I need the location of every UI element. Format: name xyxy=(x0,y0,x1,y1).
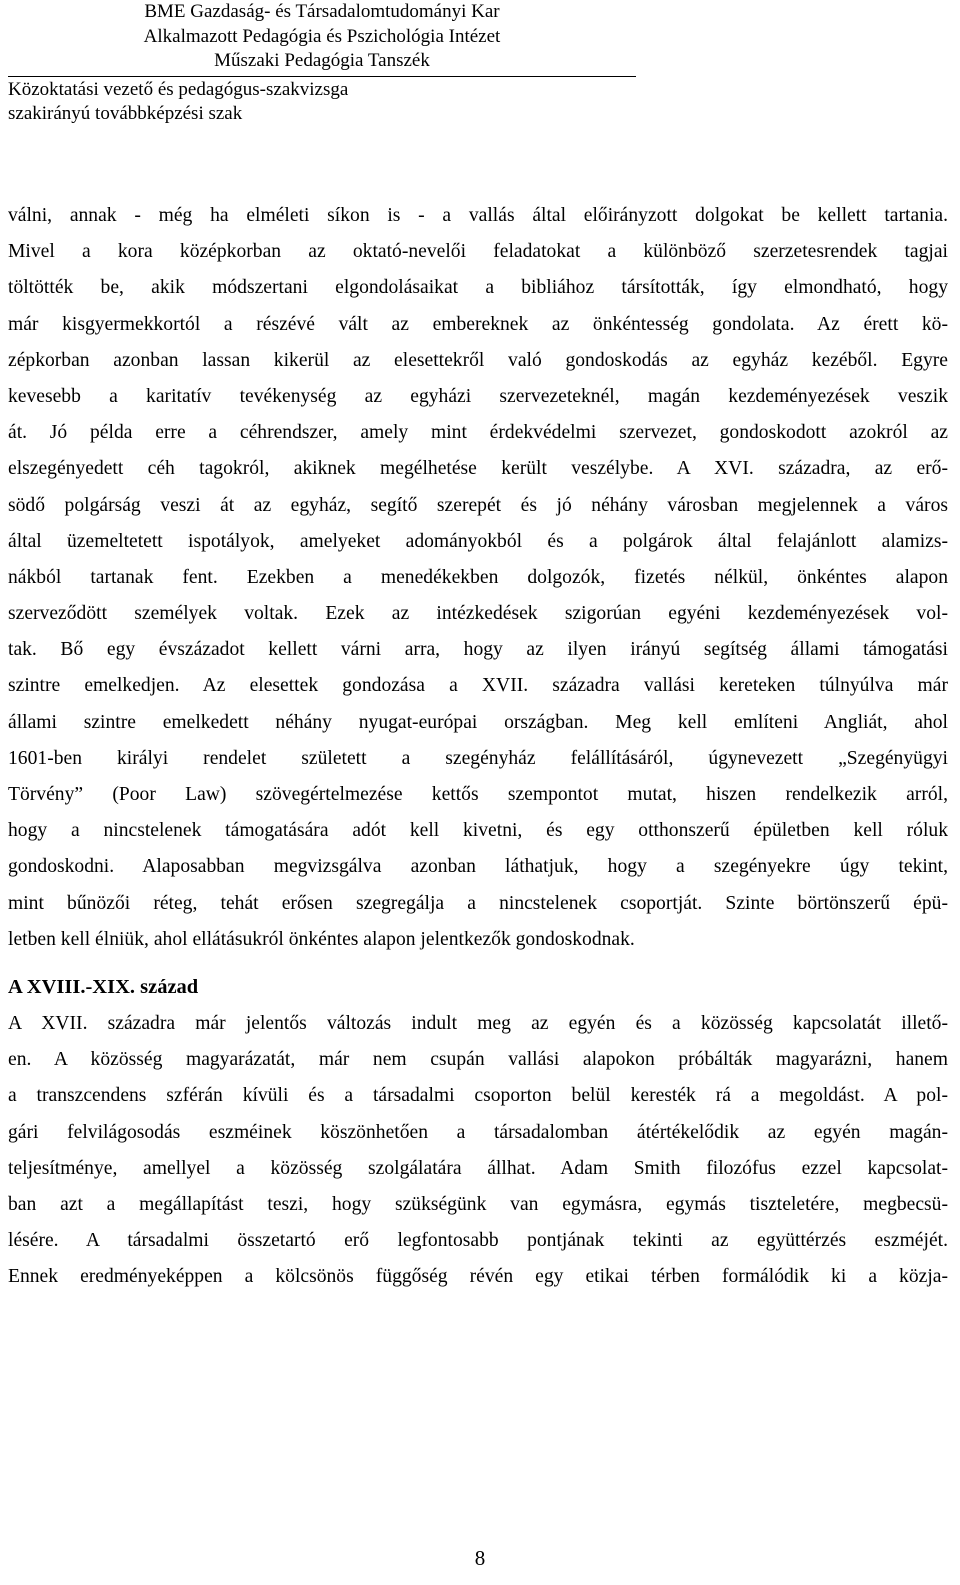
text-line: södő polgárság veszi át az egyház, segítő szerepét és jó néhány városban megjelennek a város xyxy=(8,494,948,516)
document-header xyxy=(8,0,636,127)
text-line: állami szintre emelkedett néhány nyugat-európai országban. Meg kell említeni Angliát, ahol xyxy=(8,711,948,733)
header-faculty: BME Gazdaság- és Társadalomtudományi Kar xyxy=(144,1,500,22)
text-line: Törvény” (Poor Law) szövegértelmezése kettős szempontot mutat, hiszen rendelkezik arról, xyxy=(8,784,948,805)
text-line: gári felvilágosodás eszméinek köszönhetően a társadalomban átértékelődik az egyén magán- xyxy=(8,1121,948,1143)
page-number: 8 xyxy=(474,1546,486,1570)
text-line: letben kell élniük, ahol ellátásukról önkéntes alapon jelentkezők gondoskodnak. xyxy=(8,928,635,950)
text-line: nákból tartanak fent. Ezekben a menedékekben dolgozók, fizetés nélkül, önkéntes alapon xyxy=(8,566,948,588)
text-line: Mivel a kora középkorban az oktató-nevelői feladatokat a különböző szerzetesrendek tagjai xyxy=(8,241,948,263)
section-heading: A XVIII.-XIX. század xyxy=(8,975,199,998)
text-line: A XVII. századra már jelentős változás indult meg az egyén és a közösség kapcsolatát illető- xyxy=(8,1012,948,1034)
text-line: hogy a nincstelenek támogatására adót kell kivetni, és egy otthonszerű épületben kell róluk xyxy=(8,820,948,842)
text-line: kevesebb a karitatív tevékenység az egyházi szervezeteknél, magán kezdeményezések veszik xyxy=(8,385,948,407)
header-department: Műszaki Pedagógia Tanszék xyxy=(214,50,430,71)
text-line: Ennek eredményeképpen a kölcsönös függőség révén egy etikai térben formálódik ki a közja- xyxy=(8,1266,948,1288)
text-line: zépkorban azonban lassan kikerül az elesettekről való gondoskodás az egyház kezéből. Egyre xyxy=(8,349,948,371)
text-line: tak. Bő egy évszázadot kellett várni arra, hogy az ilyen irányú segítség állami támogatási xyxy=(8,639,948,661)
paragraph-1 xyxy=(8,198,948,958)
text-line: már kisgyermekkortól a részévé vált az embereknek az önkéntesség gondolata. Az érett kö- xyxy=(8,313,948,335)
paragraph-2 xyxy=(8,1006,948,1296)
text-line: gondoskodni. Alaposabban megvizsgálva azonban láthatjuk, hogy a szegényekre úgy tekint, xyxy=(8,856,948,878)
text-line: válni, annak - még ha elméleti síkon is - a vallás által előirányzott dolgokat be kellett tartania. xyxy=(8,205,948,226)
text-line: által üzemeltetett ispotályok, amelyeket adományokból és a polgárok által felajánlott alamizs- xyxy=(8,530,948,552)
text-line: 1601-ben királyi rendelet született a szegényház felállításáról, úgynevezett „Szegényügyi xyxy=(8,747,948,769)
header-institute: Alkalmazott Pedagógia és Pszichológia Intézet xyxy=(143,25,501,47)
header-course: szakirányú továbbképzési szak xyxy=(8,103,243,124)
body-text xyxy=(8,198,948,1295)
text-line: a transzcendens szférán kívüli és a társadalmi csoporton belül keresték rá a megoldást. A pol- xyxy=(8,1085,948,1107)
text-line: töltötték be, akik módszertani elgondolásaikat a bibliához társították, így elmondható, hogy xyxy=(8,277,948,299)
header-program: Közoktatási vezető és pedagógus-szakvizsga xyxy=(8,78,349,100)
text-line: ban azt a megállapítást teszi, hogy szükségünk van egymásra, egymás tiszteletére, megbecsü- xyxy=(8,1193,948,1215)
text-line: elszegényedett céh tagokról, akiknek megélhetése került veszélybe. A XVI. századra, az erő- xyxy=(8,458,948,480)
text-line: lésére. A társadalmi összetartó erő legfontosabb pontjának tekinti az együttérzés eszméjét. xyxy=(8,1230,948,1252)
text-line: en. A közösség magyarázatát, már nem csupán vallási alapokon próbálták magyarázni, hanem xyxy=(8,1049,948,1071)
text-line: szintre emelkedjen. Az elesettek gondozása a XVII. századra vallási kereteken túlnyúlva már xyxy=(8,675,948,697)
text-line: mint bűnözői réteg, tehát erősen szegregálja a nincstelenek csoportját. Szinte börtönszerű épü- xyxy=(8,892,948,914)
text-line: teljesítménye, amellyel a közösség szolgálatára állhat. Adam Smith filozófus ezzel kapcsolat- xyxy=(8,1157,948,1179)
header-rule xyxy=(8,76,636,77)
text-line: szerveződött személyek voltak. Ezek az intézkedések szigorúan egyéni kezdeményezések vol- xyxy=(8,603,948,625)
text-line: át. Jó példa erre a céhrendszer, amely mint érdekvédelmi szervezet, gondoskodott azokról az xyxy=(8,422,948,444)
